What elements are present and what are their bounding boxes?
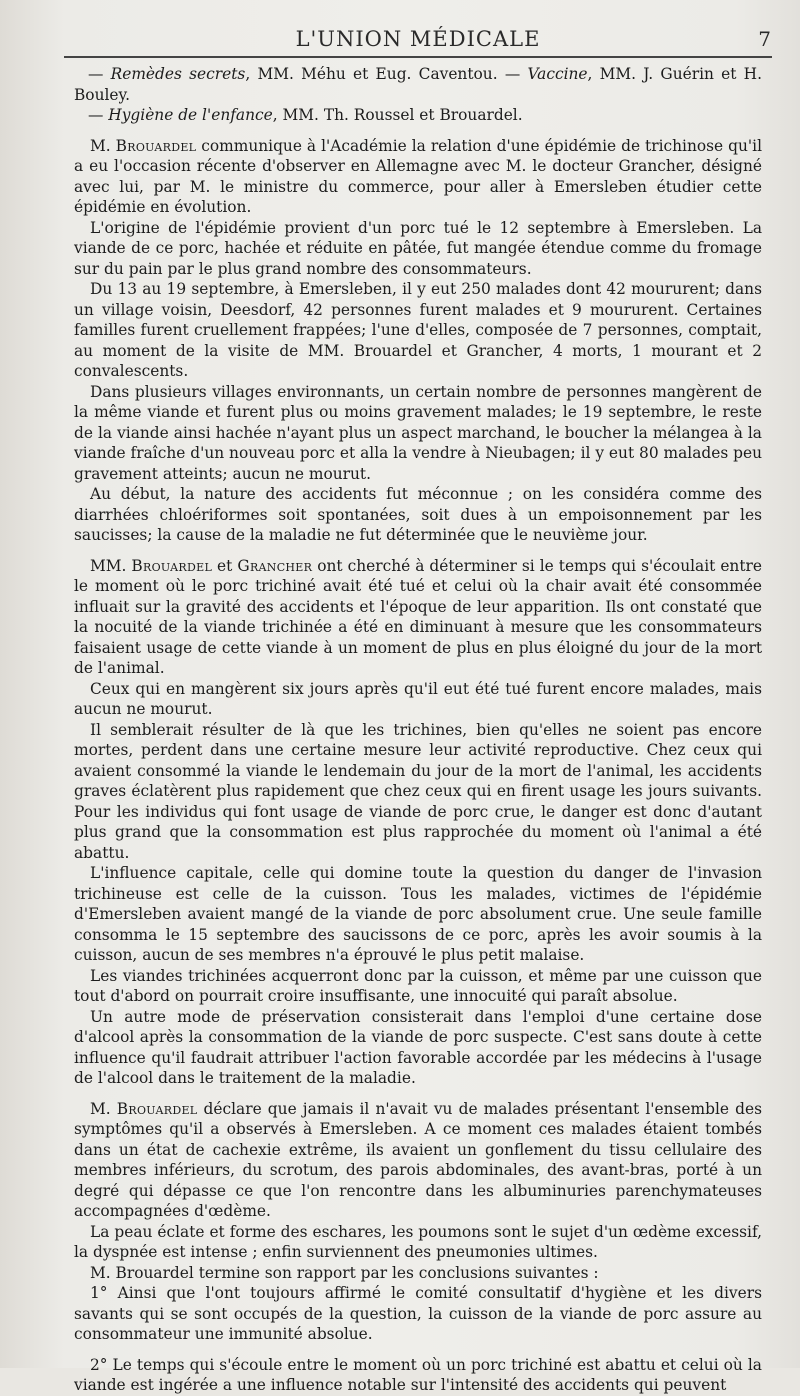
paragraph [74, 484, 762, 546]
text-run: Il semblerait résulter de là que les trichines, bien qu'elles ne soient pas encore mortes, perdent dans une certaine mesure leur activité reproductive. Chez ceux qui avaient consommé la viande le lendemain du jour de la mort de l'animal, les accidents graves éclatèrent plus rapidement que chez ceux qui en firent usage les jours suivants. Pour les individus qui font usage de viande de porc crue, le danger est donc d'autant plus grand que la consommation est plus rapprochée du moment où l'animal a été abattu. [74, 720, 762, 862]
text-run: M. Brouardel termine son rapport par les conclusions suivantes : [90, 1263, 599, 1282]
text-run: — [88, 65, 111, 83]
text-run: ont cherché à déterminer si le temps qui s'écoulait entre le moment où le porc trichiné avait été tué et celui où la chair avait été consommée influait sur la gravité des accidents et l'époque de leur apparition. Ils ont constaté que la nocuité de la viande trichinée a été en diminuant à mesure que les consommateurs faisaient usage de cette viande à un moment de plus en plus éloigné du jour de la mort de l'animal. [74, 556, 762, 677]
paragraph [74, 1263, 762, 1284]
paragraph [74, 556, 762, 679]
paragraph [74, 136, 762, 218]
text-run: Ceux qui en mangèrent six jours après qu'il eut été tué furent encore malades, mais aucun ne mourut. [74, 679, 762, 718]
paragraph [74, 679, 762, 720]
text-run: Les viandes trichinées acquerront donc par la cuisson, et même par une cuisson que tout d'abord on pourrait croire insuffisante, une innocuité qui paraît absolue. [74, 966, 762, 1005]
text-run: — [88, 106, 109, 124]
page-number: 7 [758, 27, 772, 51]
paragraph [74, 966, 762, 1007]
text-run: La peau éclate et forme des eschares, les poumons sont le sujet d'un œdème excessif, la dyspnée est intense ; enfin surviennent des pneumonies ultimes. [74, 1222, 762, 1261]
text-run: Du 13 au 19 septembre, à Emersleben, il y eut 250 malades dont 42 moururent; dans un village voisin, Deesdorf, 42 personnes furent malades et 9 moururent. Certaines familles furent cruellement frappées; l'une d'elles, composée de 7 personnes, comptait, au moment de la visite de MM. Brouardel et Grancher, 4 morts, 1 mourant et 2 convalescents. [74, 280, 762, 380]
text-run: 1° Ainsi que l'ont toujours affirmé le comité consultatif d'hygiène et les divers savants qui se sont occupés de la question, la cuisson de la viande de porc assure au consommateur une immunité absolue. [74, 1284, 762, 1343]
text-run: Vaccine [527, 65, 588, 83]
paragraph [74, 64, 762, 105]
text-run: MM. [90, 556, 132, 575]
text-run: M. [90, 1099, 117, 1118]
text-run: L'origine de l'épidémie provient d'un porc tué le 12 septembre à Emersleben. La viande de ce porc, hachée et réduite en pâtée, fut mangée étendue comme du fromage sur du pain par le plus grand nombre des consommateurs. [74, 218, 762, 278]
article-body [74, 64, 762, 1396]
text-run: 2° Le temps qui s'écoule entre le moment où un porc trichiné est abattu et celui où la viande est ingérée a une influence notable sur l'intensité des accidents qui peuvent [74, 1355, 762, 1394]
paragraph [74, 105, 762, 126]
text-run: Hygiène de l'enfance [108, 106, 273, 124]
text-run: déclare que jamais il n'avait vu de malades présentant l'ensemble des symptômes qu'il a observés à Emersleben. A ce moment ces malades étaient tombés dans un état de cachexie extrême, ils avaient un gonflement du tissu cellulaire des membres inférieurs, du scrotum, des parois abdominales, des avant-bras, porté à un degré qui dépasse ce que l'on rencontre dans les albuminuries parenchymateuses accompagnées d'œdème. [74, 1099, 762, 1220]
paragraph [74, 382, 762, 485]
text-run: Grancher [237, 556, 313, 575]
paragraph [74, 1283, 762, 1345]
header-rule [64, 56, 772, 58]
text-run: Un autre mode de préservation consisterait dans l'emploi d'une certaine dose d'alcool après la consommation de la viande de porc suspecte. C'est sans doute à cette influence qu'il faudrait attribuer l'action favorable accordée par les médecins à l'usage de l'alcool dans le traitement de la maladie. [74, 1007, 762, 1087]
text-run: Brouardel [116, 1099, 198, 1118]
paragraph [74, 1222, 762, 1263]
text-run: , MM. Th. Roussel et Brouardel. [272, 106, 523, 124]
paragraph [74, 279, 762, 382]
text-run: Dans plusieurs villages environnants, un certain nombre de personnes mangèrent de la même viande et furent plus ou moins gravement malades; le 19 septembre, le reste de la viande ainsi hachée n'ayant plus un aspect marchand, le boucher la mélangea à la viande fraîche d'un nouveau porc et alla la vendre à Nieubagen; il y eut 80 malades peu gravement atteints; aucun ne mourut. [74, 382, 762, 483]
paragraph [74, 1355, 762, 1396]
text-run: , MM. J. Guérin et H. Bouley. [74, 65, 762, 104]
text-run: et [212, 556, 238, 575]
text-run: Au début, la nature des accidents fut méconnue ; on les considéra comme des diarrhées chloériformes soit spontanées, soit dues à un empoisonnement par les saucisses; la cause de la maladie ne fut déterminée que le neuvième jour. [74, 485, 762, 544]
running-head [74, 22, 772, 56]
text-run: Remèdes secrets [110, 65, 246, 83]
text-run: L'influence capitale, celle qui domine toute la question du danger de l'invasion trichineuse est celle de la cuisson. Tous les malades, victimes de l'épidémie d'Emersleben avaient mangé de la viande de porc absolument crue. Une seule famille consomma le 15 septembre des saucissons de ce porc, après les avoir soumis à la cuisson, aucun de ses membres n'a éprouvé le plus petit malaise. [74, 864, 762, 964]
text-run: , MM. Méhu et Eug. Caventou. — [245, 65, 528, 83]
paragraph [74, 720, 762, 864]
text-run: M. [90, 136, 116, 155]
journal-title: L'UNION MÉDICALE [295, 27, 541, 51]
text-run: Brouardel [131, 556, 213, 575]
text-run: communique à l'Académie la relation d'une épidémie de trichinose qu'il a eu l'occasion récente d'observer en Allemagne avec M. le docteur Grancher, désigné avec lui, par M. le ministre du commerce, pour aller à Emersleben étudier cette épidémie en évolution. [74, 136, 762, 216]
paragraph [74, 1007, 762, 1089]
text-run: Brouardel [115, 136, 197, 155]
paragraph [74, 1099, 762, 1222]
paragraph [74, 863, 762, 966]
paragraph [74, 218, 762, 280]
